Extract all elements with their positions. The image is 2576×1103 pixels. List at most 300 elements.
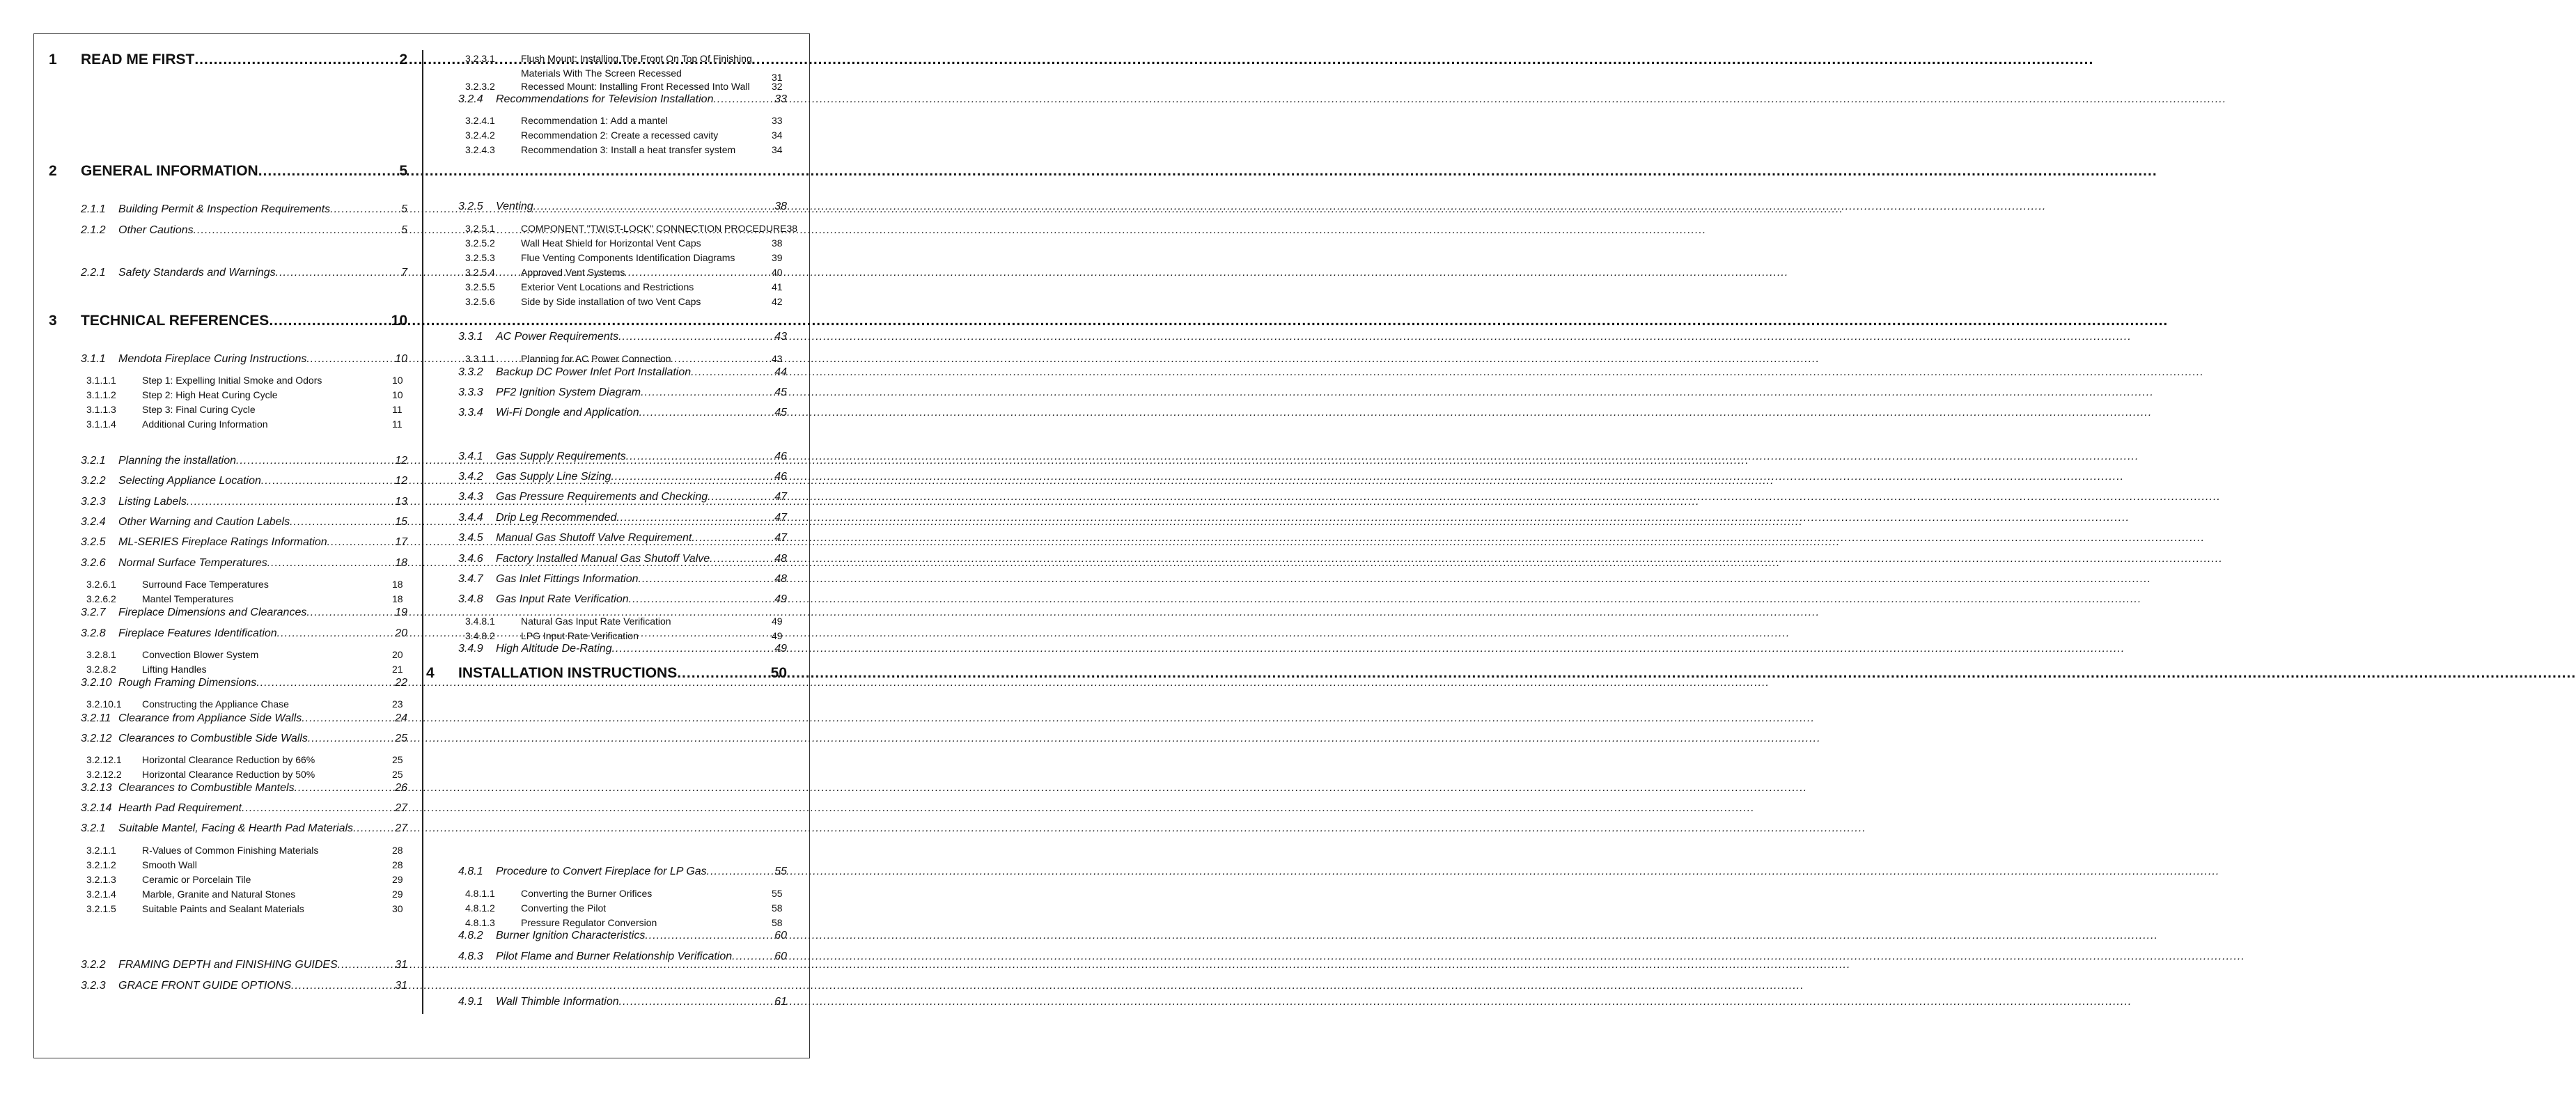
toc-entry-number: 3.2.5.5 [465,281,495,292]
toc-entry-number: 3.2.5.1 [465,223,495,234]
toc-entry-page: 58 [772,917,783,928]
toc-dot-leader [261,475,394,487]
toc-entry-title: ML-SERIES Fireplace Ratings Information [118,536,327,548]
toc-entry-title: Step 1: Expelling Initial Smoke and Odors [142,375,322,386]
toc-dot-leader [308,733,394,745]
toc-entry-level-3[interactable] [426,296,787,307]
toc-entry-title: Fireplace Dimensions and Clearances [118,607,307,618]
toc-entry-page: 47 [774,512,787,524]
toc-entry-page: 48 [774,553,787,565]
toc-entry-number: 3.2.13 [81,782,112,794]
toc-entry-page: 12 [395,455,407,467]
toc-entry-title: Surround Face Temperatures [142,579,269,590]
toc-entry-number: 3.2.8 [81,627,106,639]
toc-entry-level-2[interactable] [49,455,407,467]
toc-entry-level-3[interactable] [426,353,787,364]
toc-entry-number: 3.2.1.4 [86,889,116,900]
toc-entry-level-2[interactable] [426,331,787,343]
toc-entry-level-3[interactable] [426,252,787,263]
toc-entry-number: 3.4.8.2 [465,630,495,641]
toc-entry-level-2[interactable] [49,203,407,216]
toc-entry-number: 4.8.1.3 [465,917,495,928]
toc-entry-title: PF2 Ignition System Diagram [496,386,641,398]
toc-entry-number: 3.2.12 [81,733,112,744]
toc-entry-page: 47 [774,491,787,503]
toc-dot-leader [629,593,774,606]
toc-entry-title: Convection Blower System [142,649,259,660]
toc-entry-number: 3.2.5 [458,201,483,212]
toc-entry-page: 25 [392,754,403,765]
column-divider [422,50,423,1014]
toc-entry-level-3[interactable] [426,130,787,141]
toc-entry-number: 3.3.3 [458,386,483,398]
toc-entry-number: 3.2.3 [81,496,106,508]
toc-entry-level-3[interactable] [426,81,787,92]
toc-entry-number: 3.2.1 [81,822,106,834]
toc-entry-level-2[interactable] [426,386,787,399]
toc-entry-page: 13 [395,496,407,508]
toc-entry-title-continued: Materials With The Screen Recessed [521,68,682,79]
toc-entry-page: 45 [774,386,787,398]
toc-entry-title: Building Permit & Inspection Requirements [118,203,331,215]
toc-entry-title: Planning the installation [118,455,237,467]
toc-entry-level-3[interactable] [49,579,407,590]
toc-entry-title: Marble, Granite and Natural Stones [142,889,296,900]
toc-entry-number: 4.8.2 [458,930,483,941]
toc-entry-title: Step 2: High Heat Curing Cycle [142,389,278,400]
toc-entry-level-2[interactable] [426,866,787,878]
toc-entry-number: 2.1.2 [81,224,106,236]
toc-entry-page: 31 [395,959,407,971]
toc-entry-page: 42 [772,296,783,307]
toc-entry-level-2[interactable] [49,607,407,619]
toc-entry-level-2[interactable] [49,475,407,487]
toc-entry-level-3[interactable] [426,144,787,155]
toc-entry-number: 3.2.10 [81,677,112,689]
toc-dot-leader [327,536,395,549]
toc-entry-title: LPG Input Rate Verification [521,630,639,641]
toc-dot-leader [639,407,774,419]
toc-entry-title: Wall Heat Shield for Horizontal Vent Caps [521,237,701,249]
toc-entry-page: 31 [395,980,407,992]
toc-dot-leader [713,93,774,106]
toc-entry-title: Side by Side installation of two Vent Caps [521,296,701,307]
toc-entry-page: 34 [772,130,783,141]
toc-dot-leader [187,496,394,508]
toc-dot-leader [645,930,774,942]
toc-entry-page: 25 [395,733,407,744]
toc-entry-title: Gas Pressure Requirements and Checking [496,491,708,503]
toc-entry-number: 3.1.1.2 [86,389,116,400]
toc-entry-page: 31 [772,72,783,83]
toc-entry-title: Other Cautions [118,224,194,236]
toc-entry-level-2[interactable] [426,930,787,942]
toc-entry-level-2[interactable] [49,536,407,549]
toc-entry-page: 24 [395,712,407,724]
toc-entry-title: Mantel Temperatures [142,593,234,604]
toc-entry-page: 49 [774,593,787,605]
toc-dot-leader [639,573,774,586]
toc-entry-level-2[interactable] [49,677,407,689]
toc-entry-title-block [521,52,787,85]
toc-entry-page: 18 [392,593,403,604]
toc-entry-number: 3.2.8.2 [86,664,116,675]
toc-entry-page: 58 [772,902,783,914]
toc-entry-level-2[interactable] [426,573,787,586]
toc-entry-title: Backup DC Power Inlet Port Installation [496,366,692,378]
toc-entry-page: 20 [395,627,407,639]
toc-entry-number: 3.2.12.2 [86,769,122,780]
toc-entry-page: 48 [774,573,787,585]
toc-entry-level-2[interactable] [49,267,407,279]
toc-entry-title: COMPONENT "TWIST-LOCK" CONNECTION PROCEDURE [521,223,787,234]
toc-entry-title: Lifting Handles [142,664,207,675]
toc-entry-title: Normal Surface Temperatures [118,557,267,569]
toc-entry-page: 38 [786,223,798,234]
toc-entry-title: Approved Vent Systems [521,267,625,278]
toc-dot-leader [256,677,394,689]
toc-entry-title: Natural Gas Input Rate Verification [521,616,671,627]
toc-entry-level-2[interactable] [49,496,407,508]
toc-entry-title: Listing Labels [118,496,187,508]
toc-dot-leader [291,980,394,992]
toc-entry-number: 4.8.1 [458,866,483,877]
toc-entry-page: 55 [774,866,787,877]
toc-dot-leader [242,802,394,815]
toc-entry-page: 55 [772,888,783,899]
toc-entry-level-2[interactable] [49,782,407,795]
toc-entry-number: 3.2.3.2 [465,81,495,92]
toc-entry-page: 11 [392,418,403,430]
toc-dot-leader [295,782,395,795]
toc-entry-number: 3.2.3 [81,980,106,992]
toc-entry-number: 3.2.1.1 [86,845,116,856]
toc-entry-title: Factory Installed Manual Gas Shutoff Valve [496,553,710,565]
toc-entry-number: 3.2.12.1 [86,754,122,765]
toc-entry-number: 3 [49,313,57,329]
toc-entry-level-2[interactable] [49,980,407,992]
toc-entry-number: 3.3.1 [458,331,483,343]
toc-entry-level-3[interactable] [49,404,407,415]
toc-entry-title: Safety Standards and Warnings [118,267,276,279]
toc-entry-title: TECHNICAL REFERENCES [81,313,270,329]
toc-entry-number: 3.2.7 [81,607,106,618]
toc-entry-level-2[interactable] [49,516,407,529]
toc-entry-title: Exterior Vent Locations and Restrictions [521,281,694,292]
toc-entry-level-2[interactable] [426,366,787,379]
toc-entry-number: 4 [426,665,435,681]
toc-entry-title: Smooth Wall [142,859,197,870]
toc-entry-level-2[interactable] [426,532,787,545]
toc-entry-page: 38 [772,237,783,249]
toc-dot-leader [276,267,400,279]
toc-entry-level-2[interactable] [426,471,787,483]
toc-entry-title: Gas Supply Requirements [496,451,626,462]
toc-entry-page: 60 [774,930,787,941]
toc-entry-page: 12 [395,475,407,487]
toc-entry-page: 49 [774,643,787,655]
toc-entry-level-2[interactable] [426,491,787,503]
toc-entry-page: 7 [401,267,407,279]
toc-entry-level-3[interactable] [49,593,407,604]
toc-entry-page: 11 [392,404,403,415]
toc-entry-page: 40 [772,267,783,278]
toc-entry-number: 4.8.3 [458,951,483,962]
toc-entry-level-2[interactable] [49,627,407,640]
toc-entry-title: Manual Gas Shutoff Valve Requirement [496,532,692,544]
toc-entry-level-2[interactable] [426,643,787,655]
toc-entry-level-2[interactable] [426,553,787,565]
toc-entry-page: 18 [392,579,403,590]
toc-dot-leader [306,607,394,619]
toc-entry-page: 49 [772,630,783,641]
toc-entry-title: Recommendation 1: Add a mantel [521,115,668,126]
toc-entry-title: Wall Thimble Information [496,996,619,1008]
toc-entry-number: 3.2.1.5 [86,903,116,914]
toc-entry-number: 3.4.2 [458,471,483,483]
toc-entry-title: Pressure Regulator Conversion [521,917,657,928]
toc-entry-level-2[interactable] [426,996,787,1008]
toc-entry-page: 34 [772,144,783,155]
toc-entry-page: 28 [392,859,403,870]
toc-dot-leader [194,224,400,237]
toc-entry-number: 3.1.1 [81,353,106,365]
toc-entry-number: 3.2.8.1 [86,649,116,660]
toc-entry-level-3[interactable] [426,267,787,278]
toc-entry-level-3[interactable] [49,649,407,660]
toc-entry-number: 3.2.4 [81,516,106,528]
toc-entry-level-2[interactable] [49,224,407,237]
toc-dot-leader [708,491,774,503]
toc-entry-number: 3.1.1.4 [86,418,116,430]
toc-entry-number: 3.2.6.1 [86,579,116,590]
toc-entry-level-3[interactable] [426,630,787,641]
toc-entry-title: Flush Mount: Installing The Front On Top Of Finishing [521,53,752,64]
toc-entry-number: 3.1.1.1 [86,375,116,386]
toc-entry-title: Hearth Pad Requirement [118,802,242,814]
toc-entry-page: 17 [395,536,407,548]
toc-entry-level-3[interactable] [49,874,407,885]
toc-entry-page: 26 [395,782,407,794]
toc-entry-title: Converting the Pilot [521,902,607,914]
toc-entry-title: Drip Leg Recommended [496,512,617,524]
toc-entry-page: 2 [399,52,407,68]
toc-entry-page: 23 [392,698,403,710]
toc-entry-title: Recommendations for Television Installation [496,93,714,105]
toc-entry-number: 3.4.7 [458,573,483,585]
toc-entry-level-2[interactable] [426,201,787,213]
toc-entry-number: 3.2.4.2 [465,130,495,141]
toc-dot-leader [732,951,774,963]
toc-dot-leader [691,366,774,379]
toc-entry-page: 33 [774,93,787,105]
toc-entry-level-2[interactable] [426,93,787,106]
toc-entry-level-3[interactable] [426,902,787,914]
toc-entry-level-2[interactable] [49,557,407,570]
toc-entry-title: Procedure to Convert Fireplace for LP Gas [496,866,707,877]
toc-entry-title: Recommendation 2: Create a recessed cavity [521,130,719,141]
toc-entry-title: GENERAL INFORMATION [81,163,258,179]
toc-entry-level-3[interactable] [49,375,407,386]
toc-entry-number: 4.8.1.1 [465,888,495,899]
toc-entry-number: 3.2.4.3 [465,144,495,155]
toc-entry-level-3[interactable] [426,115,787,126]
toc-entry-level-3[interactable] [49,859,407,870]
toc-entry-page: 5 [399,163,407,179]
toc-entry-number: 3.2.3.1 [465,53,495,64]
toc-dot-leader [267,557,394,570]
toc-entry-title: Wi-Fi Dongle and Application [496,407,639,418]
toc-dot-leader [616,512,774,524]
toc-entry-level-3[interactable] [426,237,787,249]
toc-entry-number: 3.2.10.1 [86,698,122,710]
toc-entry-number: 3.2.5 [81,536,106,548]
toc-entry-level-1[interactable] [49,163,407,184]
toc-entry-page: 50 [770,665,787,681]
toc-entry-level-2[interactable] [49,353,407,366]
toc-entry-page: 32 [772,81,783,92]
toc-entry-page: 30 [392,903,403,914]
toc-entry-page: 20 [392,649,403,660]
toc-entry-page: 10 [392,375,403,386]
toc-dot-leader [641,386,774,399]
toc-entry-level-2[interactable] [49,712,407,725]
toc-dot-leader [236,455,394,467]
toc-entry-page: 10 [395,353,407,365]
toc-entry-level-2[interactable] [426,512,787,524]
toc-entry-title: Gas Input Rate Verification [496,593,629,605]
toc-entry-page: 61 [774,996,787,1008]
toc-entry-title: Gas Supply Line Sizing [496,471,611,483]
toc-dot-leader [707,866,774,878]
toc-entry-level-3[interactable] [426,281,787,292]
toc-entry-title: Recommendation 3: Install a heat transfer system [521,144,736,155]
toc-entry-title: Rough Framing Dimensions [118,677,257,689]
toc-entry-page: 43 [772,353,783,364]
toc-entry-number: 3.2.11 [81,712,111,724]
toc-entry-page: 27 [395,822,407,834]
toc-entry-title: Pilot Flame and Burner Relationship Verification [496,951,733,962]
toc-entry-level-2[interactable] [49,959,407,971]
toc-entry-title: Venting [496,201,533,212]
toc-entry-level-3[interactable] [49,889,407,900]
toc-entry-number: 1 [49,52,57,68]
toc-entry-number: 4.9.1 [458,996,483,1008]
toc-entry-title: Gas Inlet Fittings Information [496,573,639,585]
toc-dot-leader [258,163,399,180]
toc-entry-level-3[interactable] [49,769,407,780]
toc-entry-level-3[interactable] [426,917,787,928]
toc-entry-title: Fireplace Features Identification [118,627,277,639]
toc-entry-level-3[interactable] [49,664,407,675]
toc-entry-level-3[interactable] [426,223,798,234]
toc-entry-page: 46 [774,451,787,462]
toc-entry-level-2[interactable] [49,822,407,835]
toc-entry-level-3[interactable] [426,888,787,899]
toc-entry-number: 3.4.8 [458,593,483,605]
toc-entry-number: 3.4.6 [458,553,483,565]
toc-entry-level-3[interactable] [426,616,787,627]
toc-entry-level-1[interactable] [426,665,787,686]
toc-dot-leader [677,665,770,682]
toc-entry-page: 25 [392,769,403,780]
toc-dot-leader [619,996,774,1008]
toc-entry-number: 3.2.2 [81,475,106,487]
toc-entry-level-3[interactable] [49,754,407,765]
toc-entry-page: 10 [392,389,403,400]
toc-entry-number: 3.3.4 [458,407,483,418]
toc-entry-level-3[interactable] [49,903,407,914]
toc-entry-number: 3.2.1.2 [86,859,116,870]
toc-entry-number: 3.4.3 [458,491,483,503]
toc-entry-page: 29 [392,889,403,900]
toc-entry-page: 28 [392,845,403,856]
toc-dot-leader [626,451,774,463]
toc-dot-leader [277,627,395,640]
toc-entry-level-2[interactable] [426,407,787,419]
toc-entry-page: 29 [392,874,403,885]
toc-dot-leader [290,516,394,529]
toc-entry-level-2[interactable] [426,593,787,606]
toc-entry-title: Additional Curing Information [142,418,268,430]
toc-dot-leader [330,203,400,216]
toc-entry-number: 3.2.1.3 [86,874,116,885]
toc-dot-leader [692,532,774,545]
toc-entry-level-3[interactable] [49,418,407,430]
toc-entry-level-2[interactable] [426,451,787,463]
toc-dot-leader [269,313,390,329]
toc-entry-title: R-Values of Common Finishing Materials [142,845,319,856]
toc-entry-level-3[interactable] [49,389,407,400]
toc-entry-page: 43 [774,331,787,343]
toc-entry-level-3[interactable] [426,52,787,85]
toc-entry-number: 3.2.6 [81,557,106,569]
toc-entry-page: 45 [774,407,787,418]
toc-entry-number: 2 [49,163,57,179]
toc-entry-title: Clearance from Appliance Side Walls [118,712,302,724]
toc-entry-number: 3.2.5.3 [465,252,495,263]
toc-entry-title: FRAMING DEPTH and FINISHING GUIDES [118,959,338,971]
toc-entry-title: GRACE FRONT GUIDE OPTIONS [118,980,292,992]
toc-entry-level-1[interactable] [49,52,407,72]
toc-entry-title: Mendota Fireplace Curing Instructions [118,353,307,365]
toc-entry-page: 5 [401,203,407,215]
toc-entry-level-1[interactable] [49,313,407,334]
toc-entry-level-3[interactable] [49,698,407,710]
toc-dot-leader [533,201,774,213]
toc-entry-title: Clearances to Combustible Mantels [118,782,295,794]
toc-entry-number: 3.4.9 [458,643,483,655]
toc-entry-page: 46 [774,471,787,483]
toc-entry-level-3[interactable] [49,845,407,856]
toc-entry-title: Step 3: Final Curing Cycle [142,404,256,415]
toc-dot-leader [353,822,394,835]
toc-entry-number: 2.2.1 [81,267,106,279]
toc-entry-level-2[interactable] [49,733,407,745]
toc-entry-title: Flue Venting Components Identification Diagrams [521,252,735,263]
toc-entry-number: 3.1.1.3 [86,404,116,415]
toc-entry-number: 3.2.14 [81,802,112,814]
toc-entry-title: AC Power Requirements [496,331,619,343]
toc-entry-number: 3.3.1.1 [465,353,495,364]
toc-entry-number: 4.8.1.2 [465,902,495,914]
toc-entry-page: 39 [772,252,783,263]
toc-entry-number: 3.2.6.2 [86,593,116,604]
toc-entry-level-2[interactable] [426,951,787,963]
toc-dot-leader [612,643,774,655]
toc-entry-page: 21 [392,664,403,675]
toc-entry-level-2[interactable] [49,802,407,815]
